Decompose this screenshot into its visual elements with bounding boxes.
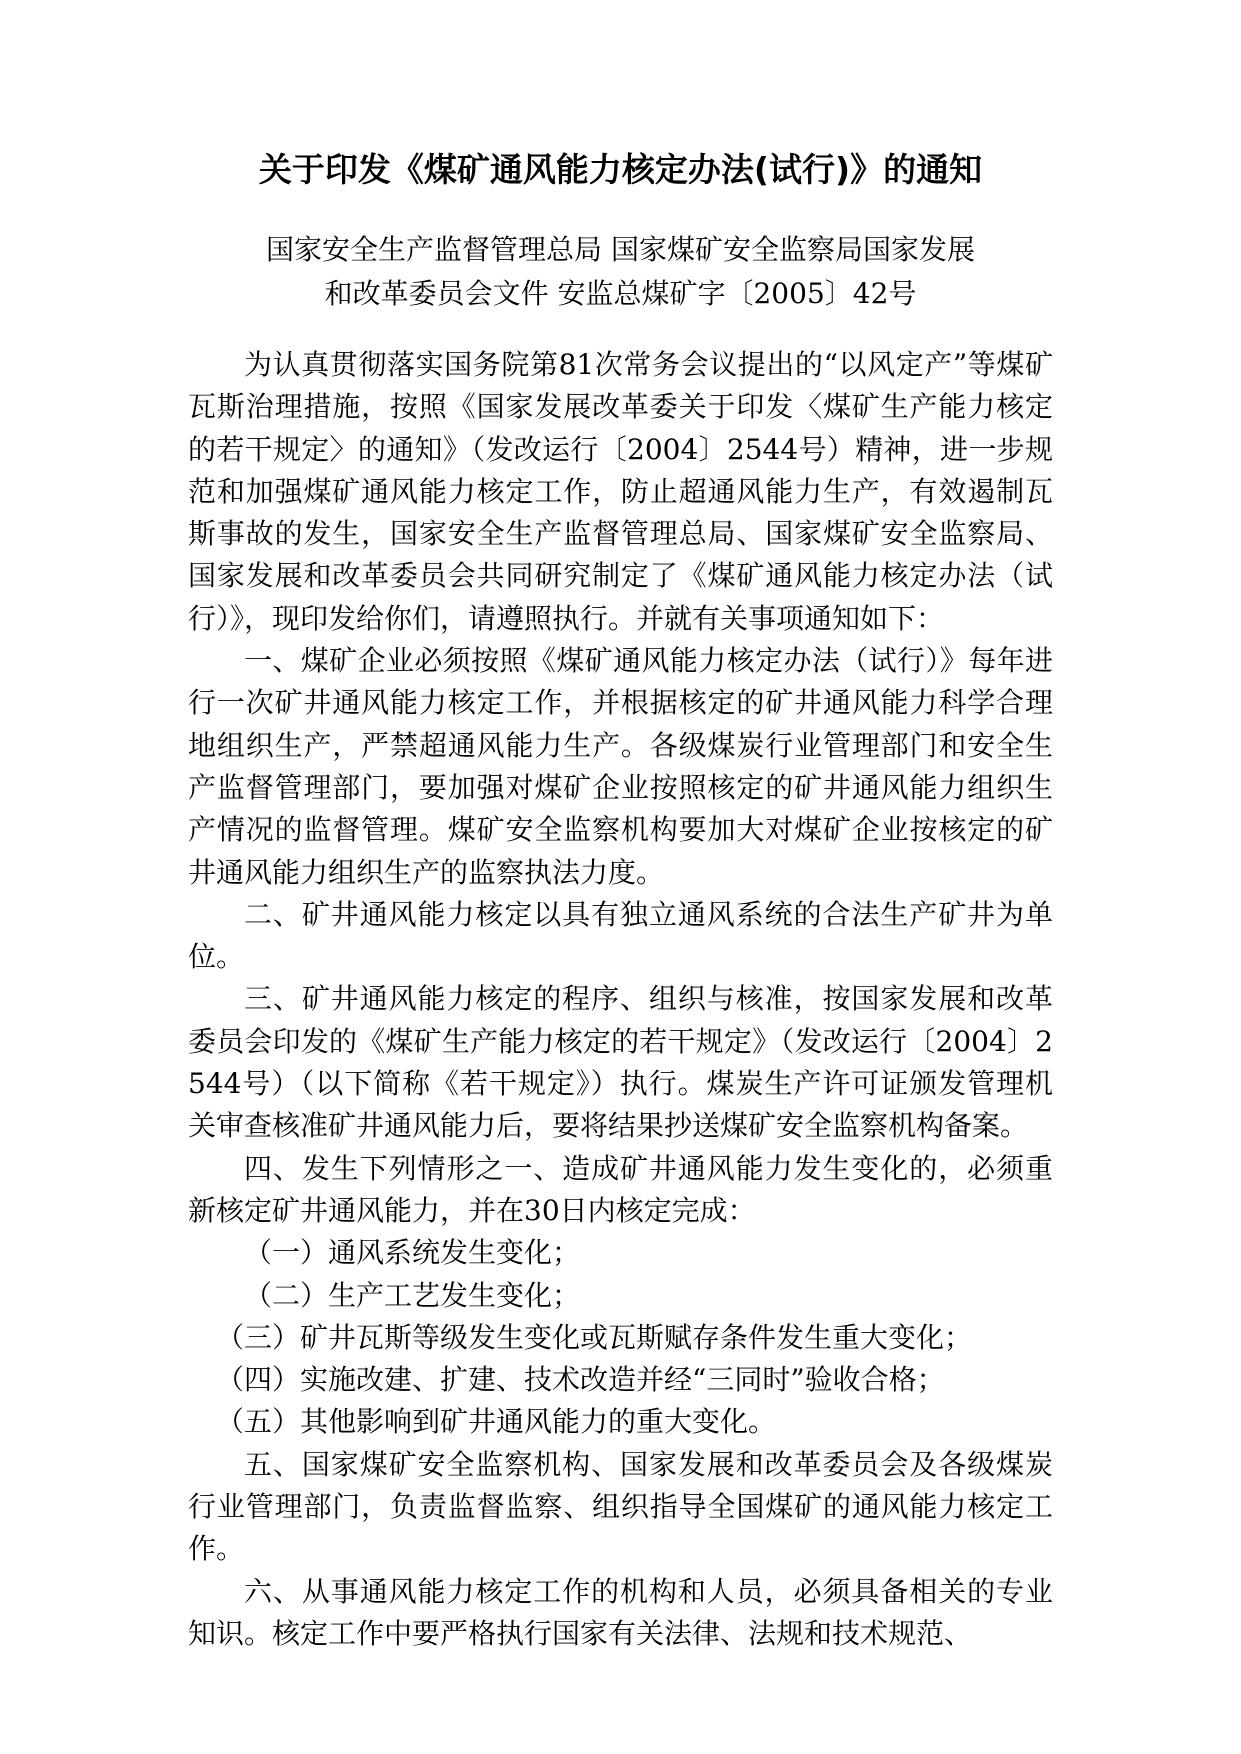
issuer-line-2: 和改革委员会文件 安监总煤矿字〔2005〕42号 <box>324 277 917 310</box>
list-item-2: （二）生产工艺发生变化； <box>244 1278 581 1312</box>
list-item-3: （三）矿井瓦斯等级发生变化或瓦斯赋存条件发生重大变化； <box>216 1320 973 1354</box>
paragraph-1: 一、煤矿企业必须按照《煤矿通风能力核定办法（试行）》每年进行一次矿井通风能力核定工作，并根据核定的矿井通风能力科学合理地组织生产，严禁超通风能力生产。各级煤炭行业管理部门和安全生产监督管理部门，要加强对煤矿企业按照核定的矿井通风能力组织生产情况的监督管理。煤矿安全监察机构要加大对煤矿企业按核定的矿井通风能力组织生产的监察执法力度。 <box>188 644 1053 889</box>
list-item-5: （五）其他影响到矿井通风能力的重大变化。 <box>216 1405 777 1439</box>
list-item-1: （一）通风系统发生变化； <box>244 1236 581 1270</box>
paragraph-intro: 为认真贯彻落实国务院第81次常务会议提出的“以风定产”等煤矿瓦斯治理措施，按照《国家发展改革委关于印发〈煤矿生产能力核定的若干规定〉的通知》（发改运行〔2004〕2544号）精神，进一步规范和加强煤矿通风能力核定工作，防止超通风能力生产，有效遏制瓦斯事故的发生，国家安全生产监督管理总局、国家煤矿安全监察局、国家发展和改革委员会共同研究制定了《煤矿通风能力核定办法（试行）》，现印发给你们，请遵照执行。并就有关事项通知如下： <box>188 348 1053 635</box>
list-item-4: （四）实施改建、扩建、技术改造并经“三同时”验收合格； <box>216 1363 945 1397</box>
issuer-block <box>0 228 1241 316</box>
paragraph-4: 四、发生下列情形之一、造成矿井通风能力发生变化的，必须重新核定矿井通风能力，并在30日内核定完成： <box>188 1151 1053 1227</box>
issuer-line-1: 国家安全生产监督管理总局 国家煤矿安全监察局国家发展 <box>266 233 975 266</box>
paragraph-6: 六、从事通风能力核定工作的机构和人员，必须具备相关的专业知识。核定工作中要严格执行国家有关法律、法规和技术规范、 <box>188 1574 1053 1650</box>
paragraph-2: 二、矿井通风能力核定以具有独立通风系统的合法生产矿井为单位。 <box>188 897 1053 974</box>
document-body <box>188 344 1053 1655</box>
paragraph-5: 五、国家煤矿安全监察机构、国家发展和改革委员会及各级煤炭行业管理部门，负责监督监察、组织指导全国煤矿的通风能力核定工作。 <box>188 1447 1053 1566</box>
document-title: 关于印发《煤矿通风能力核定办法(试行)》的通知 <box>258 150 983 189</box>
paragraph-3: 三、矿井通风能力核定的程序、组织与核准，按国家发展和改革委员会印发的《煤矿生产能力核定的若干规定》（发改运行〔2004〕2544号）（以下简称《若干规定》）执行。煤炭生产许可证颁发管理机关审查核准矿井通风能力后，要将结果抄送煤矿安全监察机构备案。 <box>188 982 1053 1143</box>
